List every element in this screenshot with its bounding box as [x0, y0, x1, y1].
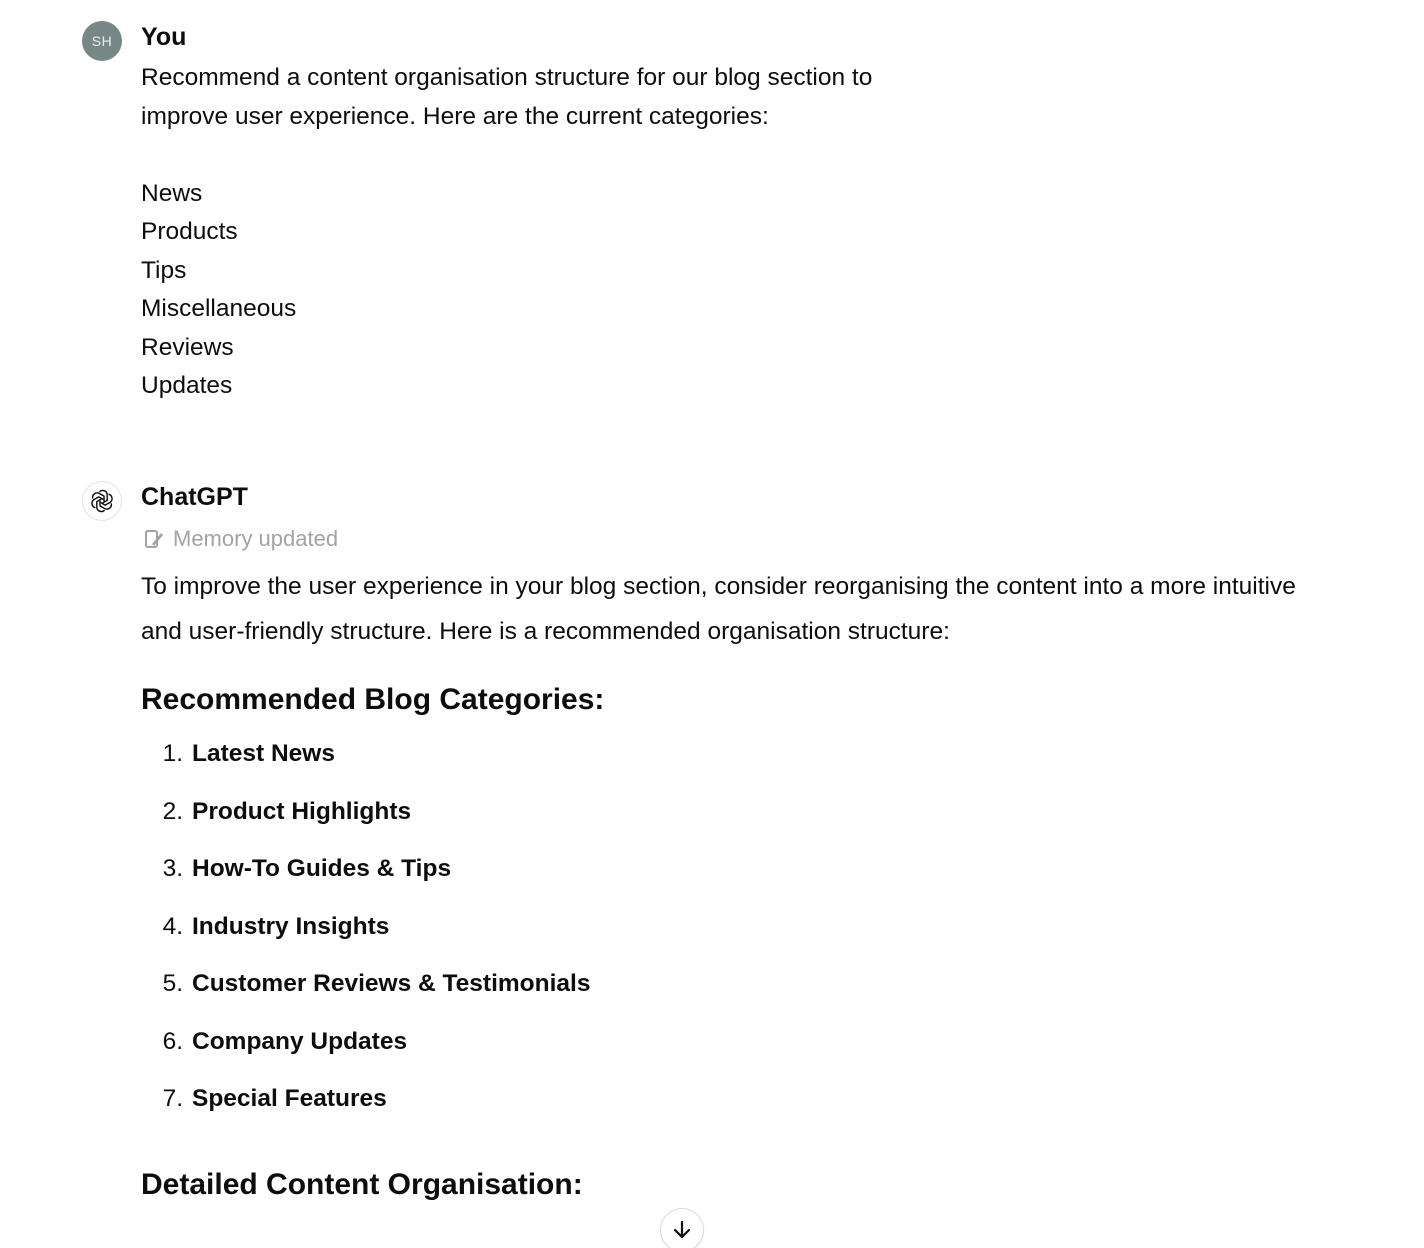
memory-updated-label: Memory updated: [173, 526, 339, 551]
category-number: 3.: [162, 855, 183, 882]
category-item: [141, 1026, 1301, 1084]
heading-recommended-categories: Recommended Blog Categories:: [141, 683, 605, 716]
category-number: 4.: [162, 912, 183, 940]
assistant-avatar: [82, 481, 122, 521]
category-label: Latest News: [192, 740, 335, 767]
arrow-down-icon: [671, 1219, 693, 1241]
assistant-author-name: ChatGPT: [141, 483, 248, 511]
category-list: [141, 738, 1301, 1141]
openai-logo-icon: [89, 488, 115, 514]
heading-detailed-organisation: Detailed Content Organisation:: [141, 1167, 583, 1201]
category-label: Special Features: [192, 1085, 387, 1112]
category-number: 1.: [162, 740, 183, 767]
memory-updated-indicator[interactable]: [143, 526, 338, 552]
category-number: 5.: [162, 970, 183, 997]
category-item: [141, 853, 1301, 911]
memory-edit-icon: [143, 528, 165, 550]
category-item: [141, 738, 1301, 796]
category-item: [141, 911, 1301, 969]
category-label: How-To Guides & Tips: [192, 855, 452, 882]
category-label: Customer Reviews & Testimonials: [192, 970, 591, 997]
category-number: 2.: [162, 797, 183, 825]
category-number: 7.: [162, 1085, 183, 1112]
scroll-to-bottom-button[interactable]: [660, 1208, 704, 1248]
assistant-intro-text: To improve the user experience in your blog section, consider reorganising the content into a more intuitive and user-friendly structure. Here is a recommended organisation structure:: [141, 573, 1296, 645]
category-label: Product Highlights: [192, 797, 412, 825]
category-item: [141, 968, 1301, 1026]
user-message-text: Recommend a content organisation structure for our blog section to improve user experience. Here are the current categories: News Products Tips Miscellaneous Reviews Updates: [141, 64, 873, 399]
category-item: [141, 1083, 1301, 1141]
category-label: Industry Insights: [192, 912, 390, 940]
category-number: 6.: [162, 1027, 183, 1055]
category-item: [141, 796, 1301, 854]
category-label: Company Updates: [192, 1027, 408, 1055]
user-avatar[interactable]: SH: [82, 21, 122, 61]
assistant-message: [141, 564, 1301, 1203]
user-author-name: You: [141, 23, 187, 51]
